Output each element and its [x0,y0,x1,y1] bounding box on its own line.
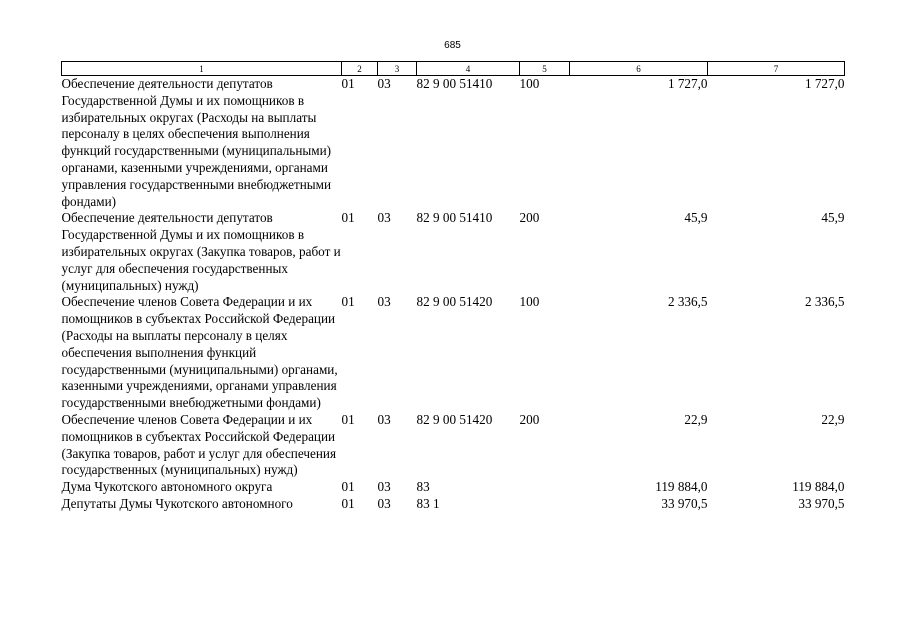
row-sum-col6: 2 336,5 [667,294,708,310]
row-name: Депутаты Думы Чукотского автономного [61,495,293,511]
table-row [62,496,845,513]
row-expense-type: 100 [519,76,540,91]
row-expense-type: 100 [519,294,540,310]
row-section: 01 [341,411,355,427]
table-row [62,412,845,479]
row-subsection: 03 [377,294,391,310]
row-sum-col7: 45,9 [821,210,845,226]
table-row [62,479,845,496]
row-sum-col7: 2 336,5 [804,294,845,310]
row-target-article: 82 9 00 51420 [416,411,493,427]
column-header-4: 4 [417,62,520,76]
row-expense-type: 200 [519,210,540,226]
row-target-article: 82 9 00 51410 [416,210,493,226]
row-subsection: 03 [377,76,391,91]
row-expense-type: 200 [519,411,540,427]
row-sum-col7: 33 970,5 [798,495,845,511]
row-expense-type [520,479,570,496]
column-header-1: 1 [62,62,342,76]
row-sum-col7: 119 884,0 [792,479,845,495]
column-header-6: 6 [570,62,708,76]
budget-table [61,61,845,513]
row-section: 01 [341,294,355,310]
row-sum-col6: 45,9 [684,210,708,226]
row-section: 01 [341,76,355,91]
row-section: 01 [341,210,355,226]
row-name: Дума Чукотского автономного округа [61,479,273,495]
row-sum-col7: 1 727,0 [804,76,845,91]
row-sum-col6: 1 727,0 [667,76,708,91]
table-row [62,210,845,294]
column-number-row [62,62,845,76]
row-subsection: 03 [377,411,391,427]
page-number: 685 [444,40,461,51]
row-target-article: 82 9 00 51420 [416,294,493,310]
row-target-article: 82 9 00 51410 [416,76,493,91]
row-subsection: 03 [377,495,391,511]
column-header-7: 7 [708,62,845,76]
row-name: Обеспечение членов Совета Федерации и их помощников в субъектах Российской Федерации (Закупка товаров, работ и услуг для обеспечения государственных (муниципальных) нужд) [61,411,337,478]
row-subsection: 03 [377,210,391,226]
row-sum-col7: 22,9 [821,411,845,427]
column-header-3: 3 [378,62,417,76]
row-target-article: 83 [416,479,430,495]
row-section: 01 [341,495,355,511]
row-name: Обеспечение деятельности депутатов Государственной Думы и их помощников в избирательных округах (Закупка товаров, работ и услуг для обеспечения государственных (муниципальных) нужд) [61,210,341,293]
column-header-5: 5 [520,62,570,76]
row-name: Обеспечение членов Совета Федерации и их помощников в субъектах Российской Федерации (Расходы на выплаты персоналу в целях обеспечения выполнения функций государственными (муниципальными) органами, казенными учреждениями, органами управления государственными внебюджетными фондами) [61,294,338,411]
row-expense-type [520,496,570,513]
table-row [62,76,845,211]
row-sum-col6: 22,9 [684,411,708,427]
row-sum-col6: 33 970,5 [661,495,708,511]
row-name: Обеспечение деятельности депутатов Государственной Думы и их помощников в избирательных округах (Расходы на выплаты персоналу в целях обеспечения выполнения функций государственными (муниципальными) органами, казенными учреждениями, органами управления государственными внебюджетными фондами) [61,76,332,209]
table-row [62,294,845,412]
row-subsection: 03 [377,479,391,495]
column-header-2: 2 [342,62,378,76]
row-target-article: 83 1 [416,495,440,511]
row-sum-col6: 119 884,0 [655,479,708,495]
row-section: 01 [341,479,355,495]
